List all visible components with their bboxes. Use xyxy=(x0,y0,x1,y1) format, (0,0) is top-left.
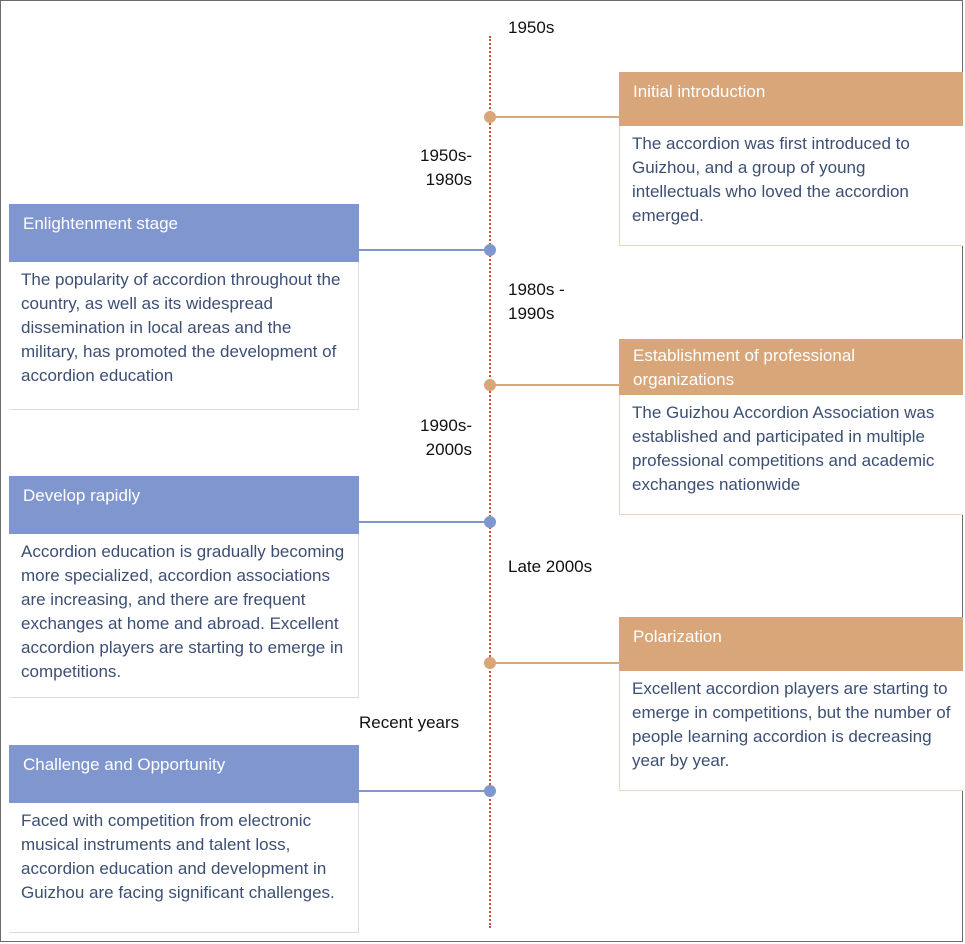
period-label-1980s-1990s: 1980s - 1990s xyxy=(508,280,565,323)
stage-title: Enlightenment stage xyxy=(9,204,359,262)
stage-title: Challenge and Opportunity xyxy=(9,745,359,803)
stage-description: Excellent accordion players are starting to emerge in competitions, but the number of people learning accordion is decreasing year by year. xyxy=(619,671,963,791)
stage-card-polarization xyxy=(619,617,963,791)
connector-professional-organizations xyxy=(490,384,620,386)
stage-card-challenge-opportunity xyxy=(9,745,359,933)
timeline-dot-enlightenment-stage xyxy=(484,244,496,256)
stage-card-enlightenment-stage xyxy=(9,204,359,410)
stage-title: Develop rapidly xyxy=(9,476,359,534)
stage-card-initial-introduction xyxy=(619,72,963,246)
period-label-1990s-2000s: 1990s- 2000s xyxy=(420,416,472,459)
stage-card-professional-organizations xyxy=(619,339,963,515)
connector-develop-rapidly xyxy=(358,521,490,523)
timeline-dot-polarization xyxy=(484,657,496,669)
stage-description: Faced with competition from electronic musical instruments and talent loss, accordion education and development in Guizhou are facing significant challenges. xyxy=(9,803,359,933)
timeline-dot-initial-introduction xyxy=(484,111,496,123)
period-label-1950s: 1950s xyxy=(508,18,555,37)
period-label-late-2000s: Late 2000s xyxy=(508,557,593,576)
period-label-1950s-1980s: 1950s- 1980s xyxy=(420,146,472,189)
stage-title: Initial introduction xyxy=(619,72,963,126)
stage-card-develop-rapidly xyxy=(9,476,359,698)
connector-initial-introduction xyxy=(490,116,620,118)
timeline-dot-develop-rapidly xyxy=(484,516,496,528)
period-label-recent-years: Recent years xyxy=(359,713,460,732)
stage-description: The accordion was first introduced to Guizhou, and a group of young intellectuals who loved the accordion emerged. xyxy=(619,126,963,246)
connector-enlightenment-stage xyxy=(358,249,490,251)
timeline-dot-professional-organizations xyxy=(484,379,496,391)
connector-polarization xyxy=(490,662,620,664)
stage-title: Establishment of professional organizations xyxy=(619,339,963,395)
stage-description: The Guizhou Accordion Association was established and participated in multiple professional competitions and academic exchanges nationwide xyxy=(619,395,963,515)
timeline-dot-challenge-opportunity xyxy=(484,785,496,797)
stage-title: Polarization xyxy=(619,617,963,671)
stage-description: The popularity of accordion throughout the country, as well as its widespread dissemination in local areas and the military, has promoted the development of accordion education xyxy=(9,262,359,410)
stage-description: Accordion education is gradually becoming more specialized, accordion associations are increasing, and there are frequent exchanges at home and abroad. Excellent accordion players are starting to emerge in competitions. xyxy=(9,534,359,698)
connector-challenge-opportunity xyxy=(358,790,490,792)
